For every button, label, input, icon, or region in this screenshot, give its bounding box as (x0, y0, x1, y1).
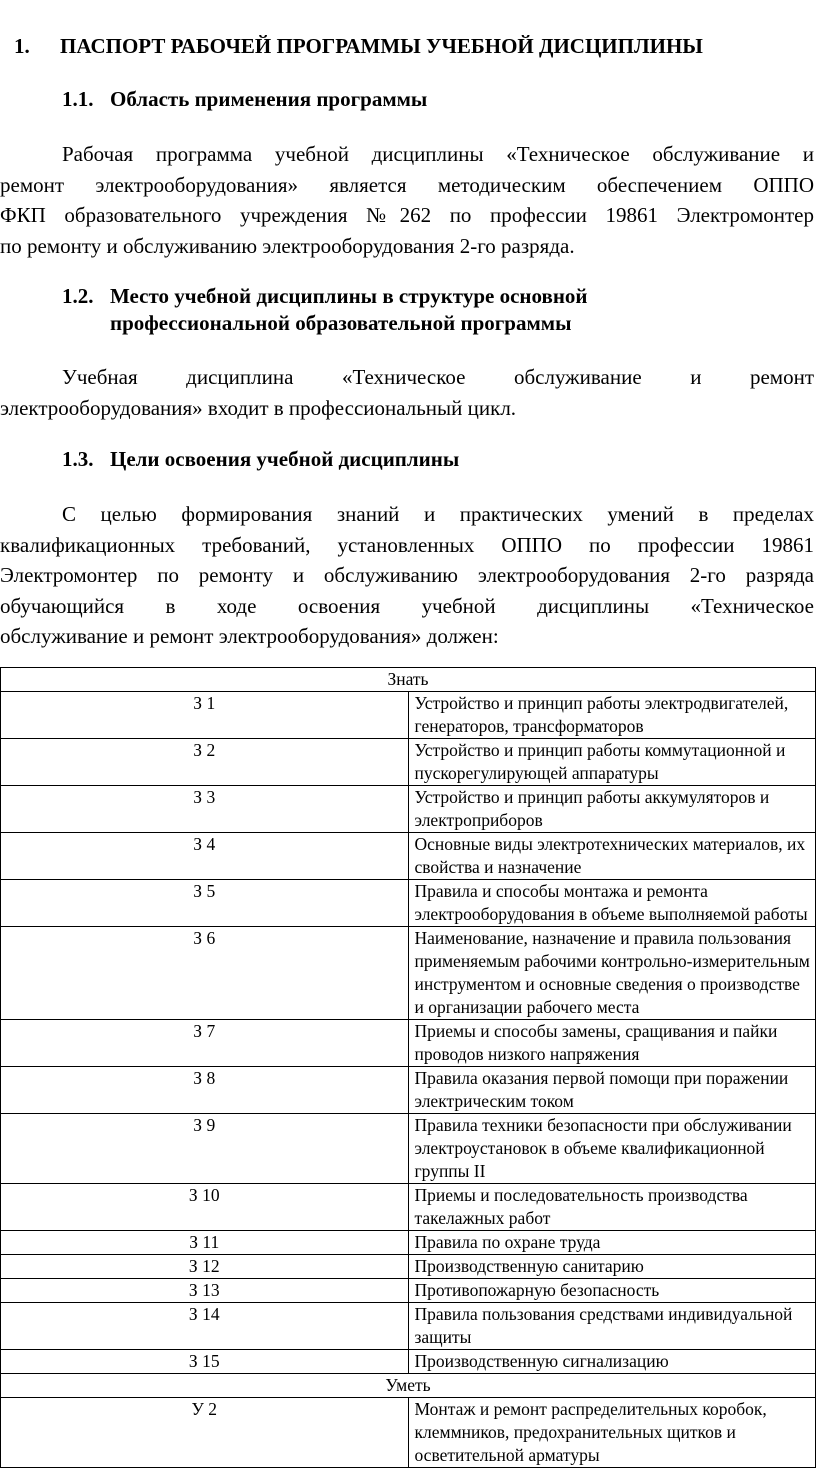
requirement-code: З 6 (1, 927, 409, 1020)
subsection-title: Область применения программы (110, 87, 428, 111)
requirement-text: Устройство и принцип работы электродвигателей, генераторов, трансформаторов (408, 692, 816, 739)
requirement-text: Устройство и принцип работы аккумуляторов и электроприборов (408, 786, 816, 833)
requirement-text: Монтаж и ремонт распределительных коробок, клеммников, предохранительных щитков и осветительной арматуры (408, 1398, 816, 1468)
paragraph-line: С целью формирования знаний и практических умений в пределах (62, 502, 814, 526)
paragraph-line: по ремонту и обслуживанию электрооборудования 2-го разряда. (0, 233, 575, 258)
subsection-title-line: Место учебной дисциплины в структуре основной (110, 284, 588, 308)
requirement-code: З 9 (1, 1114, 409, 1184)
requirement-text: Противопожарную безопасность (408, 1279, 816, 1303)
paragraph-line: обучающийся в ходе освоения учебной дисциплины «Техническое (0, 593, 814, 618)
paragraph-scope (0, 139, 814, 261)
subsection-number: 1.1. (62, 87, 94, 111)
paragraph-line: Учебная дисциплина «Техническое обслуживание и ремонт (62, 365, 814, 389)
requirement-code: З 1 (1, 692, 409, 739)
requirement-text: Правила техники безопасности при обслуживании электроустановок в объеме квалификационной группы II (408, 1114, 816, 1184)
paragraph-goals (0, 499, 814, 652)
table-row (1, 1020, 816, 1067)
can-header: Уметь (1, 1374, 816, 1398)
section-heading-1 (14, 34, 703, 59)
requirement-text: Правила по охране труда (408, 1231, 816, 1255)
paragraph-line: Электромонтер по ремонту и обслуживанию электрооборудования 2-го разряда (0, 563, 814, 587)
requirement-code: З 12 (1, 1255, 409, 1279)
requirement-text: Основные виды электротехнических материалов, их свойства и назначение (408, 833, 816, 880)
paragraph-line: ФКП образовательного учреждения №262 по профессии 19861 Электромонтер (0, 203, 814, 227)
requirement-code: З 3 (1, 786, 409, 833)
subsection-title-line: профессиональной образовательной программы (110, 311, 572, 335)
table-row (1, 1114, 816, 1184)
requirement-code: З 2 (1, 739, 409, 786)
requirement-text: Устройство и принцип работы коммутационной и пускорегулирующей аппаратуры (408, 739, 816, 786)
table-row (1, 1350, 816, 1374)
requirement-text: Производственную санитарию (408, 1255, 816, 1279)
requirement-code: З 14 (1, 1303, 409, 1350)
table-row (1, 692, 816, 739)
subsection-heading-1-3 (62, 446, 459, 473)
table-row (1, 1231, 816, 1255)
table-row (1, 739, 816, 786)
requirement-text: Приемы и способы замены, сращивания и пайки проводов низкого напряжения (408, 1020, 816, 1067)
requirement-text: Правила пользования средствами индивидуальной защиты (408, 1303, 816, 1350)
requirement-code: У 2 (1, 1398, 409, 1468)
section-title: ПАСПОРТ РАБОЧЕЙ ПРОГРАММЫ УЧЕБНОЙ ДИСЦИПЛИНЫ (60, 34, 703, 58)
table-row (1, 786, 816, 833)
table-row (1, 927, 816, 1020)
paragraph-line: ремонт электрооборудования» является методическим обеспечением ОППО (0, 172, 814, 197)
requirement-code: З 13 (1, 1279, 409, 1303)
paragraph-line: Рабочая программа учебной дисциплины «Техническое обслуживание и (62, 142, 814, 166)
table-row (1, 833, 816, 880)
requirement-code: З 4 (1, 833, 409, 880)
subsection-heading-1-2 (62, 283, 588, 337)
requirement-code: З 8 (1, 1067, 409, 1114)
table-row (1, 1184, 816, 1231)
paragraph-line: электрооборудования» входит в профессиональный цикл. (0, 395, 517, 420)
requirement-text: Наименование, назначение и правила пользования применяемым рабочими контрольно-измерительным инструментом и основные сведения о производстве и организации рабочего места (408, 927, 816, 1020)
paragraph-place (0, 362, 814, 423)
subsection-heading-1-1 (62, 86, 427, 113)
know-header: Знать (1, 668, 816, 692)
requirement-text: Правила оказания первой помощи при поражении электрическим током (408, 1067, 816, 1114)
requirements-table (0, 667, 816, 1468)
subsection-number: 1.2. (62, 284, 94, 308)
requirement-text: Производственную сигнализацию (408, 1350, 816, 1374)
table-row (1, 1398, 816, 1468)
requirement-text: Приемы и последовательность производства такелажных работ (408, 1184, 816, 1231)
table-row (1, 1303, 816, 1350)
table-row (1, 1279, 816, 1303)
requirement-code: З 11 (1, 1231, 409, 1255)
requirement-code: З 10 (1, 1184, 409, 1231)
table-header-row (1, 668, 816, 692)
paragraph-line: квалификационных требований, установленных ОППО по профессии 19861 (0, 532, 814, 557)
requirement-code: З 7 (1, 1020, 409, 1067)
table-row (1, 1255, 816, 1279)
table-row (1, 1067, 816, 1114)
subsection-title: Цели освоения учебной дисциплины (110, 447, 460, 471)
requirement-text: Правила и способы монтажа и ремонта электрооборудования в объеме выполняемой работы (408, 880, 816, 927)
subsection-number: 1.3. (62, 447, 94, 471)
requirement-code: З 15 (1, 1350, 409, 1374)
paragraph-line: обслуживание и ремонт электрооборудования» должен: (0, 624, 499, 648)
section-number: 1. (14, 34, 30, 58)
table-row (1, 880, 816, 927)
requirement-code: З 5 (1, 880, 409, 927)
table-header-row (1, 1374, 816, 1398)
